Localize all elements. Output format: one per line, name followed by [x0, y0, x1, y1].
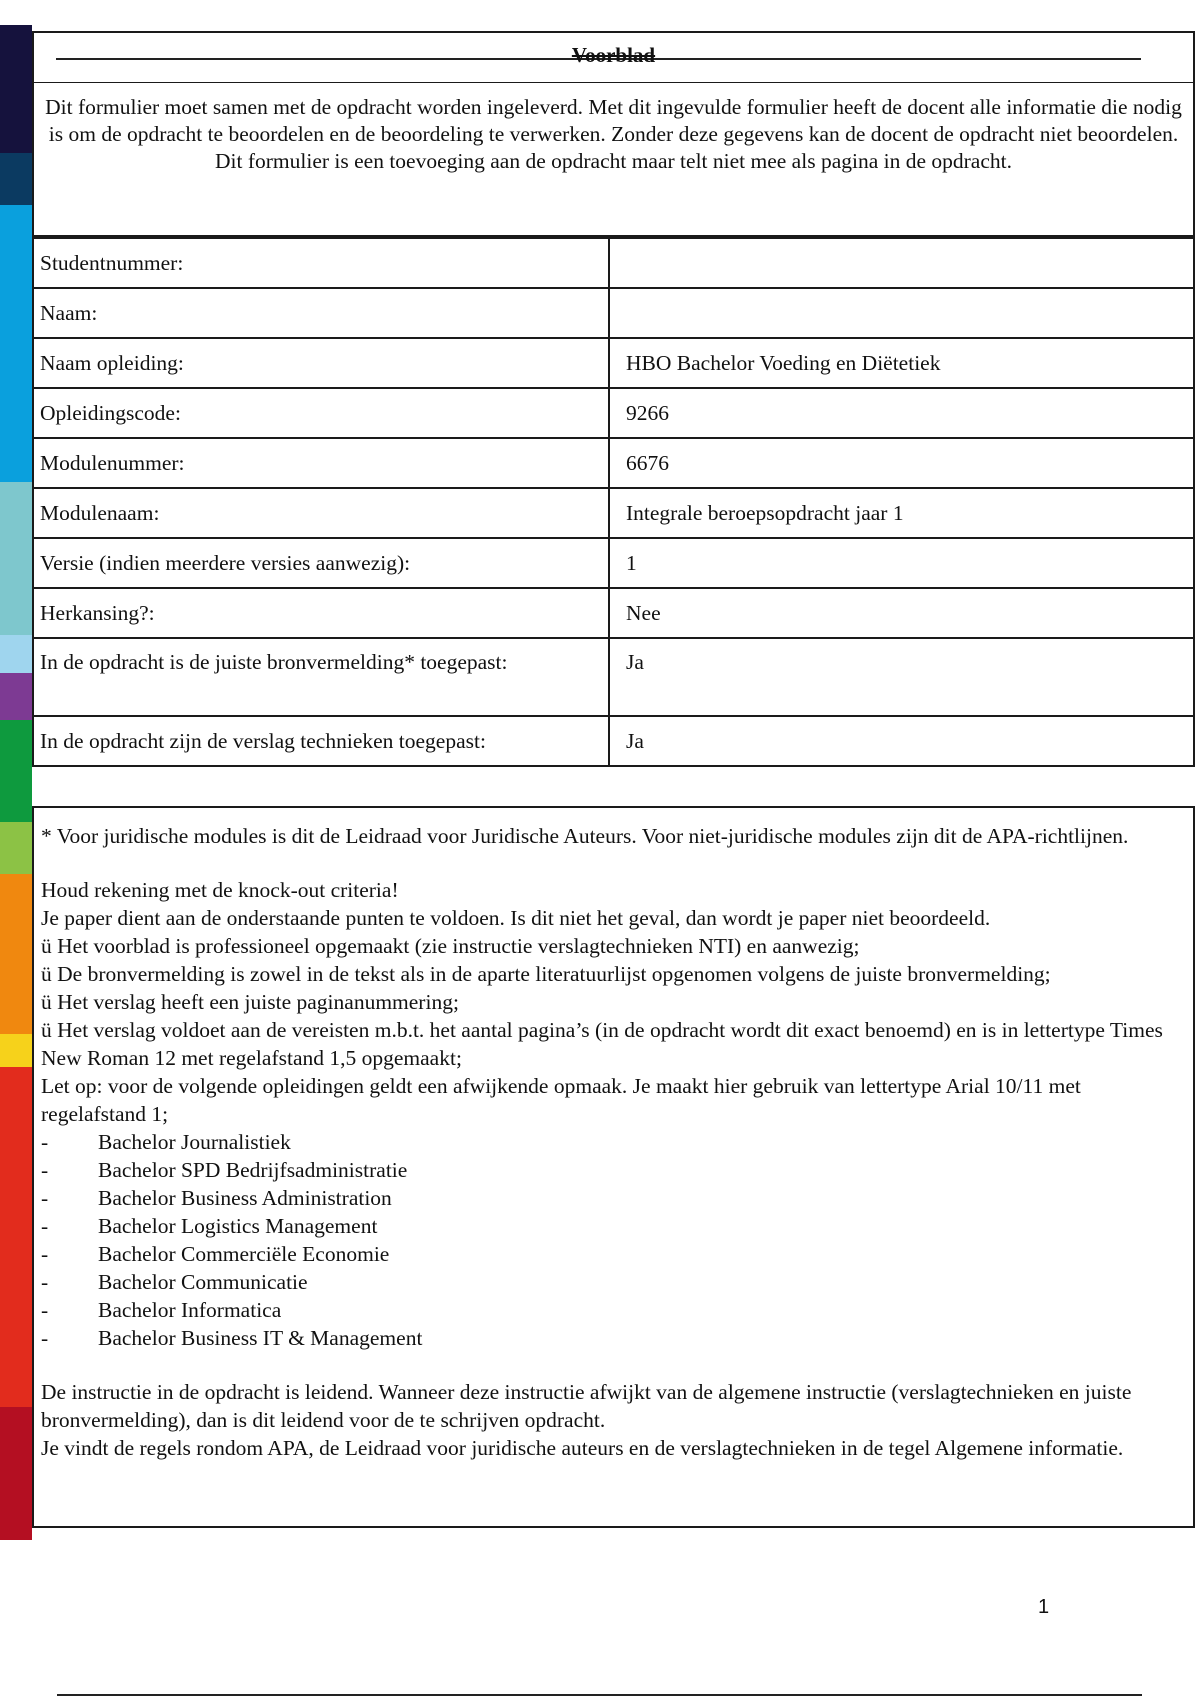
table-row	[33, 638, 1194, 716]
programme-name: Bachelor Journalistiek	[98, 1130, 291, 1154]
knockout-intro: Je paper dient aan de onderstaande punten te voldoen. Is dit niet het geval, dan wordt je paper niet beoordeeld.	[41, 906, 991, 930]
field-value-herkansing[interactable]: Nee	[609, 588, 1194, 638]
table-row	[33, 588, 1194, 638]
strip-segment	[0, 720, 32, 822]
closing-paragraph: De instructie in de opdracht is leidend. Wanneer deze instructie afwijkt van de algemene instructie (verslagtechnieken en juiste bronvermelding), dan is dit leidend voor de te schrijven opdracht.	[41, 1380, 1132, 1432]
table-row	[33, 438, 1194, 488]
strip-segment	[0, 673, 32, 720]
header-box	[32, 31, 1195, 237]
field-value-verslagtechnieken[interactable]: Ja	[609, 716, 1194, 766]
field-value-versie[interactable]: 1	[609, 538, 1194, 588]
criterion-item: ü Het verslag voldoet aan de vereisten m.b.t. het aantal pagina’s (in de opdracht wordt dit exact benoemd) en is in lettertype Times New Roman 12 met regelafstand 1,5 opgemaakt;	[41, 1018, 1163, 1070]
title-row	[34, 33, 1193, 83]
intro-paragraph: Dit formulier is een toevoeging aan de opdracht maar telt niet mee als pagina in de opdracht.	[214, 149, 1012, 173]
table-row	[33, 288, 1194, 338]
strip-segment	[0, 153, 32, 205]
bullet-marker: -	[41, 1158, 49, 1182]
bullet-marker: -	[41, 1326, 49, 1350]
list-item	[41, 1324, 1185, 1352]
table-row	[33, 238, 1194, 288]
field-value-naam[interactable]	[609, 288, 1194, 338]
bullet-marker: -	[41, 1214, 49, 1238]
spacer	[41, 1352, 1185, 1378]
programme-name: Bachelor Informatica	[98, 1298, 282, 1322]
page-title: Voorblad	[571, 43, 656, 67]
list-item	[41, 1268, 1185, 1296]
field-value-naam-opleiding[interactable]: HBO Bachelor Voeding en Diëtetiek	[609, 338, 1194, 388]
notes-box	[32, 806, 1195, 1528]
field-value-modulenummer[interactable]: 6676	[609, 438, 1194, 488]
field-value-bronvermelding[interactable]: Ja	[609, 638, 1194, 716]
field-value-opleidingscode[interactable]: 9266	[609, 388, 1194, 438]
programme-name: Bachelor Commerciële Economie	[98, 1242, 390, 1266]
field-value-modulenaam[interactable]: Integrale beroepsopdracht jaar 1	[609, 488, 1194, 538]
page-number: 1	[1038, 1596, 1050, 1618]
strip-segment	[0, 874, 32, 1034]
bullet-marker: -	[41, 1298, 49, 1322]
intro-paragraph: Dit formulier moet samen met de opdracht worden ingeleverd. Met dit ingevulde formulier heeft de docent alle informatie die nodig is om de opdracht te beoordelen en de beoordeling te verwerken. Zonder deze gegevens kan de docent de opdracht niet beoordelen.	[45, 95, 1182, 146]
bullet-marker: -	[41, 1186, 49, 1210]
strip-segment	[0, 482, 32, 635]
closing-paragraph: Je vindt de regels rondom APA, de Leidraad voor juridische auteurs en de verslagtechnieken in de tegel Algemene informatie.	[41, 1436, 1124, 1460]
intro-text	[34, 83, 1193, 175]
programme-name: Bachelor SPD Bedrijfsadministratie	[98, 1158, 408, 1182]
color-strip	[0, 25, 32, 1540]
list-item	[41, 1128, 1185, 1156]
list-item	[41, 1156, 1185, 1184]
student-info-table	[32, 237, 1195, 767]
list-item	[41, 1296, 1185, 1324]
bullet-marker: -	[41, 1270, 49, 1294]
table-row	[33, 338, 1194, 388]
table-row	[33, 388, 1194, 438]
field-label-modulenummer: Modulenummer:	[33, 438, 609, 488]
list-item	[41, 1184, 1185, 1212]
programme-name: Bachelor Business Administration	[98, 1186, 392, 1210]
table-row	[33, 716, 1194, 766]
knockout-heading: Houd rekening met de knock-out criteria!	[41, 878, 399, 902]
footnote: * Voor juridische modules is dit de Leidraad voor Juridische Auteurs. Voor niet-juridische modules zijn dit de APA-richtlijnen.	[41, 824, 1129, 848]
bullet-marker: -	[41, 1242, 49, 1266]
strip-segment	[0, 635, 32, 673]
field-value-studentnummer[interactable]	[609, 238, 1194, 288]
strip-segment	[0, 205, 32, 482]
strip-segment	[0, 1067, 32, 1407]
exception-note: Let op: voor de volgende opleidingen geldt een afwijkende opmaak. Je maakt hier gebruik van lettertype Arial 10/11 met regelafstand 1;	[41, 1074, 1081, 1126]
table-row	[33, 538, 1194, 588]
table-row	[33, 488, 1194, 538]
strip-segment	[0, 1034, 32, 1067]
field-label-naam: Naam:	[33, 288, 609, 338]
spacer	[41, 850, 1185, 876]
programme-list	[41, 1128, 1185, 1352]
strip-segment	[0, 822, 32, 874]
programme-name: Bachelor Logistics Management	[98, 1214, 378, 1238]
list-item	[41, 1212, 1185, 1240]
field-label-herkansing: Herkansing?:	[33, 588, 609, 638]
bullet-marker: -	[41, 1130, 49, 1154]
field-label-naam-opleiding: Naam opleiding:	[33, 338, 609, 388]
criterion-item: ü De bronvermelding is zowel in de tekst als in de aparte literatuurlijst opgenomen volgens de juiste bronvermelding;	[41, 962, 1051, 986]
field-label-opleidingscode: Opleidingscode:	[33, 388, 609, 438]
list-item	[41, 1240, 1185, 1268]
criterion-item: ü Het verslag heeft een juiste paginanummering;	[41, 990, 459, 1014]
strip-segment	[0, 25, 32, 153]
field-label-modulenaam: Modulenaam:	[33, 488, 609, 538]
programme-name: Bachelor Communicatie	[98, 1270, 308, 1294]
criterion-item: ü Het voorblad is professioneel opgemaakt (zie instructie verslagtechnieken NTI) en aanwezig;	[41, 934, 860, 958]
field-label-versie: Versie (indien meerdere versies aanwezig):	[33, 538, 609, 588]
field-label-verslagtechnieken: In de opdracht zijn de verslag technieken toegepast:	[33, 716, 609, 766]
field-label-studentnummer: Studentnummer:	[33, 238, 609, 288]
programme-name: Bachelor Business IT & Management	[98, 1326, 423, 1350]
field-label-bronvermelding: In de opdracht is de juiste bronvermelding* toegepast:	[33, 638, 609, 716]
footer-rule	[57, 1694, 1142, 1696]
strip-segment	[0, 1407, 32, 1540]
